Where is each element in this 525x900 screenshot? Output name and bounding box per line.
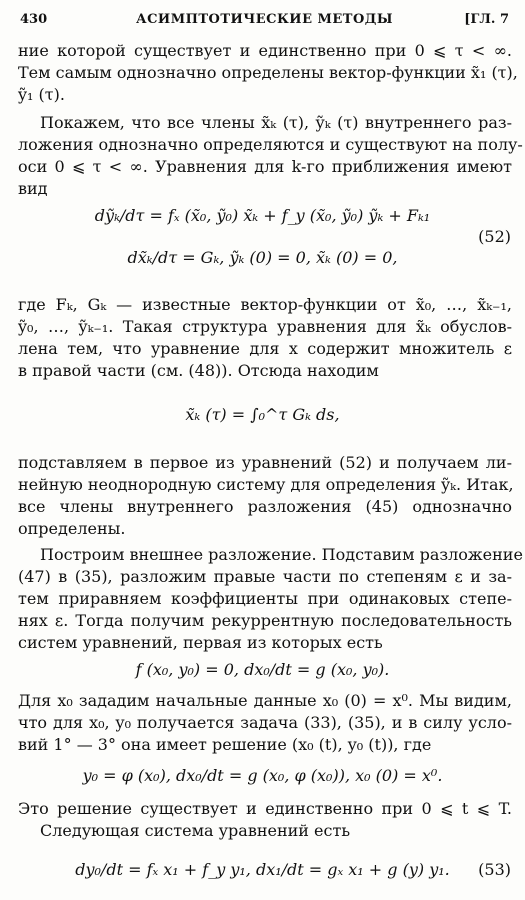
text-line: определены. (18, 519, 126, 538)
text-line: нейную неоднородную систему для определения ỹₖ. Итак, (18, 475, 514, 494)
equation-52b: dx̃ₖ/dτ = Gₖ, ỹₖ (0) = 0, x̃ₖ (0) = 0, (127, 248, 398, 267)
equation-number-52: (52) (478, 227, 511, 246)
text-line: ложения однозначно определяются и существуют на полу- (18, 135, 523, 154)
text-line: вид (18, 179, 48, 198)
equation-integral: x̃ₖ (τ) = ∫₀^τ Gₖ ds, (185, 405, 340, 424)
text-line: (47) в (35), разложим правые части по степеням ε и за- (18, 567, 512, 586)
text-line: систем уравнений, первая из которых есть (18, 633, 383, 652)
text-line: Следующая система уравнений есть (40, 821, 351, 840)
equation-number-53: (53) (478, 860, 511, 879)
text-line: Построим внешнее разложение. Подставим разложение (40, 545, 523, 564)
text-line: что для x₀, y₀ получается задача (33), (35), и в силу усло- (18, 713, 512, 732)
text-line: оси 0 ⩽ τ < ∞. Уравнения для k-го приближения имеют (18, 157, 512, 176)
chapter-label: [ГЛ. 7 (464, 12, 509, 27)
text-line: Покажем, что все члены x̃ₖ (τ), ỹₖ (τ) внутреннего раз- (40, 113, 512, 132)
text-line: нях ε. Тогда получим рекуррентную последовательность (18, 611, 512, 630)
equation-f: f (x₀, y₀) = 0, dx₀/dt = g (x₀, y₀). (135, 660, 390, 679)
text-line: вий 1° — 3° она имеет решение (x₀ (t), y₀ (t)), где (18, 735, 432, 754)
text-line: Это решение существует и единственно при 0 ⩽ t ⩽ T. (18, 799, 512, 818)
text-line: Тем самым однозначно определены вектор-функции x̃₁ (τ), (18, 63, 518, 82)
text-line: Для x₀ зададим начальные данные x₀ (0) = x⁰. Мы видим, (18, 691, 512, 710)
equation-phi: y₀ = φ (x₀), dx₀/dt = g (x₀, φ (x₀)), x₀ (0) = x⁰. (82, 766, 443, 785)
equation-53: dy₀/dt = fₓ x₁ + f_y y₁, dx₁/dt = gₓ x₁ + g (y) y₁. (75, 860, 450, 879)
text-line: где Fₖ, Gₖ — известные вектор-функции от x̃₀, …, x̃ₖ₋₁, (18, 295, 512, 314)
running-header (20, 12, 509, 30)
text-line: ỹ₀, …, ỹₖ₋₁. Такая структура уравнения для x̃ₖ обуслов- (18, 317, 512, 336)
equation-52a: dỹₖ/dτ = fₓ (x̃₀, ỹ₀) x̃ₖ + f_y (x̃₀, ỹ₀) ỹₖ + Fₖ₁ (94, 206, 431, 225)
text-line: все члены внутреннего разложения (45) однозначно (18, 497, 512, 516)
text-line: тем приравняем коэффициенты при одинаковых степе- (18, 589, 512, 608)
running-title: АСИМПТОТИЧЕСКИЕ МЕТОДЫ (136, 12, 393, 27)
text-line: подставляем в первое из уравнений (52) и получаем ли- (18, 453, 512, 472)
text-line: лена тем, что уравнение для x содержит множитель ε (18, 339, 512, 358)
text-line: ỹ₁ (τ). (18, 85, 65, 104)
text-line: в правой части (см. (48)). Отсюда находим (18, 361, 379, 380)
page-number: 430 (20, 12, 48, 27)
text-line: ние которой существует и единственно при 0 ⩽ τ < ∞. (18, 41, 512, 60)
